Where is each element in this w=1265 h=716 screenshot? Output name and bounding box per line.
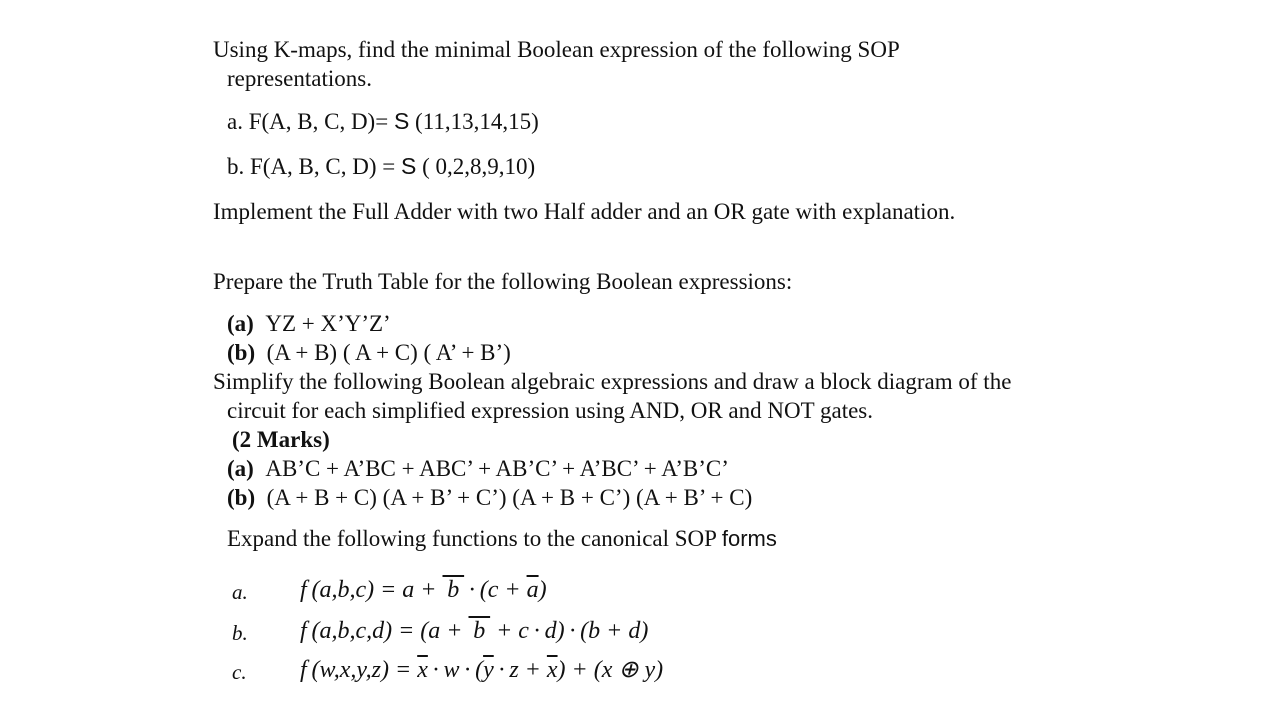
q1-part-a [227, 107, 539, 136]
q3-b-label: (b) [227, 340, 256, 365]
q4-a-label: (a) [227, 456, 254, 481]
q3-b-expr: (A + B) ( A + C) ( A’ + B’) [266, 340, 511, 365]
q2-text: Implement the Full Adder with two Half adder and an OR gate with explanation. [213, 199, 956, 224]
q4-part-b [227, 484, 752, 512]
q4-intro-line1: Simplify the following Boolean algebraic expressions and draw a block diagram of the [213, 369, 1012, 394]
q1-intro-line2: representations. [227, 66, 372, 91]
q3-part-a [227, 310, 391, 338]
q5-expr-c: f $(w,x,y,z) = \overline{x} \cdot w \cdot (\overline{y} \cdot z + \overline{x}) + (x$ ⊕ y) [300, 657, 664, 683]
q1-intro-line1: Using K-maps, find the minimal Boolean expression of the following SOP [213, 37, 900, 62]
q3-a-expr: YZ + X’Y’Z’ [265, 311, 391, 336]
q4-part-a [227, 455, 729, 483]
q1-b-sigma: S [400, 153, 417, 179]
q5-label-c: c. [232, 660, 247, 684]
q1-part-b [227, 152, 535, 181]
q3-part-b [227, 339, 511, 367]
q5-expr-a: f $(a,b,c) = a + b \cdot (c + \overline{a})$ [300, 577, 547, 603]
q1-a-sigma: S [393, 108, 410, 134]
q4-marks: (2 Marks) [232, 427, 330, 452]
q5-intro [227, 525, 777, 553]
q1-b-terms: ( 0,2,8,9,10) [416, 154, 536, 179]
q3-intro: Prepare the Truth Table for the following Boolean expressions: [213, 269, 793, 294]
q5-expr-b: f (a,b,c,d) = (a + b + c · d) · (b + d) [300, 618, 649, 644]
q1-a-prefix: a. F(A, B, C, D)= [227, 109, 394, 134]
q5-intro-serif: Expand the following functions to the canonical SOP [227, 526, 722, 551]
q4-intro-line2: circuit for each simplified expression using AND, OR and NOT gates. [227, 398, 873, 423]
q1-b-prefix: b. F(A, B, C, D) = [227, 154, 401, 179]
q4-b-expr: (A + B + C) (A + B’ + C’) (A + B + C’) (A + B’ + C) [266, 485, 753, 510]
q5-label-b: b. [232, 621, 248, 645]
q4-b-label: (b) [227, 485, 256, 510]
q3-a-label: (a) [227, 311, 254, 336]
q5-intro-sans: forms [721, 526, 777, 551]
q1-a-terms: (11,13,14,15) [409, 109, 539, 134]
q4-a-expr: AB’C + A’BC + ABC’ + AB’C’ + A’BC’ + A’B’C’ [265, 456, 729, 481]
q5-label-a: a. [232, 580, 248, 604]
